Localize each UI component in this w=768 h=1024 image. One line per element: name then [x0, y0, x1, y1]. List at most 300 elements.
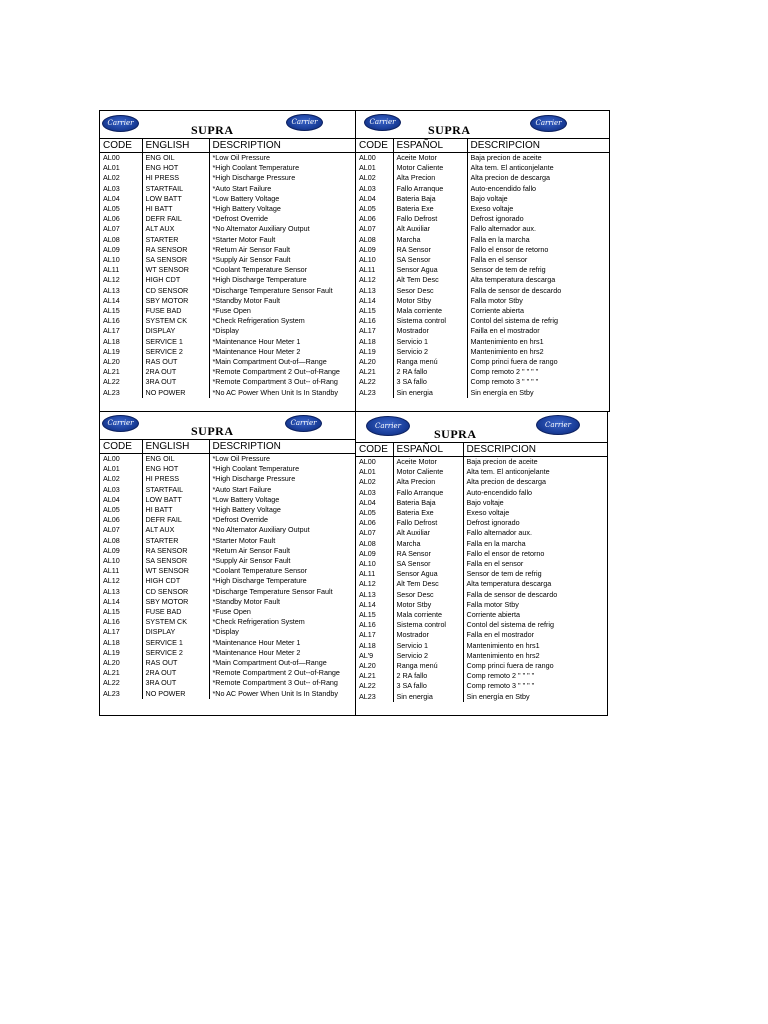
alarm-code: AL01 [356, 467, 393, 477]
alarm-description: *High Coolant Temperature [212, 163, 300, 173]
column-header-language: ESPAÑOL [393, 139, 467, 153]
table-row [100, 296, 356, 306]
alarm-card-spanish-bottom [355, 411, 608, 716]
alarm-code: AL14 [356, 296, 393, 306]
alarm-description: Mantenimiento en hrs2 [470, 346, 544, 356]
table-row [356, 194, 609, 204]
alarm-description: Falla motor Stby [466, 599, 519, 609]
alarm-code: AL21 [100, 668, 142, 678]
alarm-description: Corriente abierta [470, 306, 525, 316]
table-row [100, 367, 356, 377]
alarm-description: *Starter Motor Fault [212, 234, 276, 244]
alarm-code: AL04 [100, 495, 142, 505]
alarm-name: Bateria Exe [393, 204, 467, 214]
table-row [100, 617, 356, 627]
alarm-name: SERVICE 1 [142, 337, 209, 347]
alarm-card-english-bottom [99, 411, 357, 716]
alarm-name: Motor Stby [393, 600, 463, 610]
table-row [356, 347, 609, 357]
alarm-description: Mantenimiento en hrs1 [470, 336, 544, 346]
alarm-description: *Maintenance Hour Meter 1 [212, 637, 301, 647]
table-row [100, 173, 356, 183]
alarm-name: 2RA OUT [142, 367, 209, 377]
table-row [100, 214, 356, 224]
alarm-name: Mala corriente [393, 306, 467, 316]
alarm-code: AL20 [100, 658, 142, 668]
carrier-logo: Carrier [366, 416, 410, 436]
alarm-code: AL13 [100, 286, 142, 296]
alarm-description: Defrost ignorado [470, 214, 524, 224]
alarm-name: Servicio 1 [393, 337, 467, 347]
table-row [100, 388, 356, 398]
alarm-description: *Supply Air Sensor Fault [212, 556, 291, 566]
alarm-name: STARTFAIL [142, 184, 209, 194]
alarm-name: SERVICE 2 [142, 347, 209, 357]
alarm-name: LOW BATT [142, 194, 209, 204]
alarm-name: DEFR FAIL [142, 214, 209, 224]
alarm-description: *Fuse Open [212, 306, 251, 316]
alarm-code: AL06 [100, 214, 142, 224]
alarm-name: Bateria Baja [393, 194, 467, 204]
alarm-code: AL15 [356, 306, 393, 316]
card-header [356, 111, 609, 139]
alarm-description: Comp princi fuera de rango [466, 661, 554, 671]
table-row [356, 579, 607, 589]
alarm-code: AL05 [356, 508, 393, 518]
alarm-name: CD SENSOR [142, 286, 209, 296]
alarm-description: *High Coolant Temperature [212, 464, 300, 474]
table-row [356, 286, 609, 296]
alarm-code: AL19 [356, 347, 393, 357]
alarm-code: AL00 [356, 457, 393, 468]
alarm-code: AL15 [100, 607, 142, 617]
alarm-description: *Discharge Temperature Sensor Fault [212, 285, 333, 295]
alarm-code: AL07 [356, 224, 393, 234]
alarm-name: 2RA OUT [142, 668, 209, 678]
alarm-name: Fallo Defrost [393, 518, 463, 528]
alarm-description: Baja precion de aceite [470, 153, 542, 162]
alarm-name: SA Sensor [393, 255, 467, 265]
alarm-code: AL09 [356, 245, 393, 255]
table-row [100, 597, 356, 607]
column-header-language: ESPAÑOL [393, 443, 463, 457]
alarm-description: *Starter Motor Fault [212, 535, 276, 545]
alarm-description: *Remote Compartment 2 Out--of-Range [212, 367, 340, 377]
alarm-description: Mantenimiento en hrs1 [466, 640, 540, 650]
alarm-code: AL18 [100, 638, 142, 648]
table-row [100, 678, 356, 688]
alarm-code: AL09 [100, 546, 142, 556]
alarm-description: Corriente abierta [466, 610, 521, 620]
alarm-description: Falla en la marcha [466, 538, 526, 548]
table-row [356, 306, 609, 316]
table-body [100, 153, 356, 398]
table-row [356, 316, 609, 326]
table-row [100, 587, 356, 597]
alarm-name: DEFR FAIL [142, 515, 209, 525]
alarm-description: Sin energía en Stby [466, 691, 530, 701]
alarm-name: Sesor Desc [393, 590, 463, 600]
alarm-name: Alt Auxiliar [393, 224, 467, 234]
alarm-name: HI BATT [142, 204, 209, 214]
alarm-code: AL13 [356, 286, 393, 296]
alarm-code: AL09 [100, 245, 142, 255]
alarm-code: AL22 [356, 377, 393, 387]
table-row [100, 515, 356, 525]
table-row [100, 464, 356, 474]
brand-title: SUPRA [428, 123, 471, 137]
alarm-description: Defrost ignorado [466, 518, 520, 528]
alarm-name: 3RA OUT [142, 678, 209, 688]
alarm-code: AL23 [356, 388, 393, 398]
alarm-code: AL03 [100, 485, 142, 495]
alarm-code: AL05 [100, 204, 142, 214]
column-header-code: CODE [100, 440, 142, 454]
alarm-code: AL08 [100, 536, 142, 546]
alarm-code: AL00 [100, 454, 142, 465]
table-row [356, 357, 609, 367]
alarm-name: NO POWER [142, 388, 209, 398]
alarm-name: SYSTEM CK [142, 617, 209, 627]
table-row [356, 651, 607, 661]
alarm-description: *High Discharge Temperature [212, 275, 307, 285]
alarm-description: Falla de sensor de descardo [466, 589, 558, 599]
alarm-name: SA Sensor [393, 559, 463, 569]
alarm-name: Motor Caliente [393, 163, 467, 173]
alarm-code-table [100, 139, 356, 398]
table-row [100, 245, 356, 255]
alarm-description: *Maintenance Hour Meter 1 [212, 336, 301, 346]
alarm-description: *Remote Compartment 3 Out-- of-Rang [212, 678, 338, 688]
table-row [356, 275, 609, 285]
table-row [356, 569, 607, 579]
alarm-name: Sistema control [393, 316, 467, 326]
alarm-name: STARTER [142, 235, 209, 245]
brand-title: SUPRA [191, 123, 234, 137]
table-row [100, 546, 356, 556]
alarm-code: AL20 [356, 661, 393, 671]
alarm-description: *Display [212, 627, 239, 637]
carrier-logo: Carrier [285, 415, 322, 432]
table-row [100, 495, 356, 505]
alarm-description: *Defrost Override [212, 515, 269, 525]
alarm-name: Sin energia [393, 388, 467, 398]
alarm-description: *Auto Start Failure [212, 484, 272, 494]
alarm-code: AL14 [100, 296, 142, 306]
table-row [100, 566, 356, 576]
alarm-description: Alta precion de descarga [466, 477, 547, 487]
table-row [356, 508, 607, 518]
table-row [100, 576, 356, 586]
alarm-name: ENG OIL [142, 153, 209, 164]
alarm-description: Falla en el sensor [466, 559, 524, 569]
alarm-description: Exeso voltaje [470, 204, 514, 214]
alarm-code: AL00 [356, 153, 393, 164]
alarm-description: Bajo voltaje [466, 497, 504, 507]
table-row [356, 173, 609, 183]
alarm-description: *Coolant Temperature Sensor [212, 265, 308, 275]
alarm-name: HI PRESS [142, 173, 209, 183]
alarm-description: *Standby Motor Fault [212, 596, 281, 606]
alarm-description: *Auto Start Failure [212, 183, 272, 193]
alarm-code: AL03 [356, 488, 393, 498]
alarm-description: *Low Battery Voltage [212, 494, 280, 504]
alarm-code: AL08 [356, 539, 393, 549]
alarm-name: Alta Precion [393, 477, 463, 487]
table-row [100, 286, 356, 296]
alarm-card-english-top [99, 110, 357, 412]
alarm-name: 3 SA fallo [393, 681, 463, 691]
alarm-description: Falla motor Stby [470, 295, 523, 305]
table-row [100, 224, 356, 234]
alarm-description: Bajo voltaje [470, 193, 508, 203]
alarm-code: AL18 [100, 337, 142, 347]
table-row [356, 377, 609, 387]
alarm-description: Fallo el ensor de retorno [470, 244, 549, 254]
alarm-code: AL16 [356, 620, 393, 630]
table-row [356, 528, 607, 538]
alarm-code: AL17 [356, 326, 393, 336]
alarm-description: *Maintenance Hour Meter 2 [212, 647, 301, 657]
alarm-name: STARTER [142, 536, 209, 546]
carrier-logo: Carrier [530, 115, 567, 132]
table-row [100, 648, 356, 658]
alarm-description: Sensor de tem de refrig [470, 265, 546, 275]
alarm-description: *Discharge Temperature Sensor Fault [212, 586, 333, 596]
alarm-code: AL'9 [356, 651, 393, 661]
card-header [100, 111, 356, 139]
alarm-code: AL05 [356, 204, 393, 214]
alarm-name: ALT AUX [142, 525, 209, 535]
column-header-description: DESCRIPTION [209, 440, 356, 454]
alarm-name: ENG HOT [142, 464, 209, 474]
alarm-code: AL12 [100, 275, 142, 285]
alarm-code: AL16 [100, 617, 142, 627]
table-row [356, 630, 607, 640]
table-row [100, 306, 356, 316]
alarm-code: AL21 [356, 367, 393, 377]
alarm-name: ENG OIL [142, 454, 209, 465]
alarm-code: AL18 [356, 337, 393, 347]
table-row [100, 525, 356, 535]
alarm-description: Comp remoto 2 " " " " [466, 671, 535, 681]
alarm-code: AL05 [100, 505, 142, 515]
alarm-code: AL14 [100, 597, 142, 607]
alarm-description: Alta temperatura descarga [470, 275, 556, 285]
table-row [356, 204, 609, 214]
alarm-name: Sin energia [393, 692, 463, 702]
alarm-description: *Return Air Sensor Fault [212, 545, 291, 555]
table-row [100, 337, 356, 347]
table-row [100, 204, 356, 214]
column-header-code: CODE [100, 139, 142, 153]
alarm-description: *Low Oil Pressure [212, 454, 271, 463]
alarm-name: Aceite Motor [393, 153, 467, 164]
alarm-code: AL10 [100, 556, 142, 566]
alarm-description: *Low Oil Pressure [212, 153, 271, 162]
alarm-name: ALT AUX [142, 224, 209, 234]
table-row [100, 194, 356, 204]
alarm-description: *Remote Compartment 2 Out--of-Range [212, 668, 340, 678]
alarm-name: Sensor Agua [393, 569, 463, 579]
alarm-name: DISPLAY [142, 326, 209, 336]
column-header-code: CODE [356, 443, 393, 457]
alarm-description: *High Discharge Temperature [212, 576, 307, 586]
alarm-name: Ranga menú [393, 357, 467, 367]
table-row [100, 163, 356, 173]
alarm-description: Auto-encendido fallo [470, 183, 537, 193]
alarm-code: AL11 [100, 566, 142, 576]
alarm-description: Alta temperatura descarga [466, 579, 552, 589]
alarm-name: RA Sensor [393, 549, 463, 559]
table-header-row [100, 440, 356, 454]
alarm-code: AL03 [356, 184, 393, 194]
alarm-code: AL02 [356, 173, 393, 183]
alarm-description: *Defrost Override [212, 214, 269, 224]
alarm-name: Alt Tem Desc [393, 275, 467, 285]
alarm-code-table [100, 440, 356, 699]
alarm-code: AL17 [100, 326, 142, 336]
alarm-code: AL08 [100, 235, 142, 245]
table-row [356, 467, 607, 477]
alarm-name: RAS OUT [142, 357, 209, 367]
alarm-code: AL13 [356, 590, 393, 600]
alarm-name: WT SENSOR [142, 566, 209, 576]
table-row [356, 326, 609, 336]
alarm-name: FUSE BAD [142, 607, 209, 617]
alarm-code: AL09 [356, 549, 393, 559]
alarm-code: AL19 [100, 347, 142, 357]
table-row [100, 326, 356, 336]
table-header-row [100, 139, 356, 153]
alarm-description: Falla en el sensor [470, 255, 528, 265]
alarm-description: Falla en la marcha [470, 234, 530, 244]
alarm-description: Fallo el ensor de retorno [466, 548, 545, 558]
table-row [100, 536, 356, 546]
alarm-code: AL04 [356, 498, 393, 508]
table-row [100, 454, 356, 465]
alarm-name: HI PRESS [142, 474, 209, 484]
carrier-logo: Carrier [364, 114, 401, 131]
table-row [356, 153, 609, 164]
alarm-code: AL11 [356, 569, 393, 579]
alarm-code: AL21 [100, 367, 142, 377]
column-header-code: CODE [356, 139, 393, 153]
alarm-description: Comp remoto 2 " " " " [470, 367, 539, 377]
alarm-description: *High Battery Voltage [212, 204, 281, 214]
alarm-description: Fallo alternador aux. [466, 528, 533, 538]
alarm-name: HIGH CDT [142, 275, 209, 285]
alarm-name: Mostrador [393, 326, 467, 336]
alarm-name: ENG HOT [142, 163, 209, 173]
column-header-description: DESCRIPTION [209, 139, 356, 153]
table-row [100, 668, 356, 678]
table-row [100, 235, 356, 245]
alarm-description: *Supply Air Sensor Fault [212, 255, 291, 265]
alarm-code: AL02 [356, 477, 393, 487]
alarm-description: *No AC Power When Unit Is In Standby [212, 688, 338, 698]
table-row [356, 661, 607, 671]
table-row [356, 296, 609, 306]
table-row [356, 518, 607, 528]
table-row [356, 388, 609, 398]
alarm-name: RA SENSOR [142, 546, 209, 556]
alarm-description: Sin energía en Stby [470, 387, 534, 397]
alarm-name: SBY MOTOR [142, 597, 209, 607]
alarm-description: *No Alternator Auxiliary Output [212, 224, 310, 234]
table-body [356, 457, 607, 702]
alarm-description: *Coolant Temperature Sensor [212, 566, 308, 576]
column-header-language: ENGLISH [142, 139, 209, 153]
table-body [356, 153, 609, 398]
alarm-description: *Main Compartment Out-of—Range [212, 357, 327, 367]
alarm-code: AL00 [100, 153, 142, 164]
alarm-code: AL20 [356, 357, 393, 367]
table-row [356, 184, 609, 194]
table-row [356, 692, 607, 702]
alarm-code: AL11 [100, 265, 142, 275]
alarm-description: *No Alternator Auxiliary Output [212, 525, 310, 535]
alarm-code: AL06 [356, 214, 393, 224]
alarm-name: 2 RA fallo [393, 367, 467, 377]
alarm-name: SYSTEM CK [142, 316, 209, 326]
alarm-description: Alta tem. El anticonjelante [466, 467, 550, 477]
alarm-description: Baja precion de aceite [466, 457, 538, 466]
table-row [356, 245, 609, 255]
card-header [100, 412, 356, 440]
alarm-card-spanish-top [355, 110, 610, 412]
alarm-code: AL17 [100, 627, 142, 637]
table-row [356, 235, 609, 245]
brand-title: SUPRA [191, 424, 234, 438]
alarm-description: Comp remoto 3 " " " " [466, 681, 535, 691]
table-row [356, 337, 609, 347]
alarm-code: AL07 [100, 224, 142, 234]
table-header-row [356, 443, 607, 457]
alarm-description: Comp princi fuera de rango [470, 357, 558, 367]
table-row [100, 638, 356, 648]
alarm-code: AL16 [100, 316, 142, 326]
alarm-name: SERVICE 1 [142, 638, 209, 648]
table-row [356, 457, 607, 468]
alarm-description: Failla en el mostrador [470, 326, 540, 336]
table-row [100, 556, 356, 566]
table-row [356, 265, 609, 275]
alarm-code: AL22 [100, 377, 142, 387]
alarm-code: AL14 [356, 600, 393, 610]
alarm-name: SERVICE 2 [142, 648, 209, 658]
table-row [356, 600, 607, 610]
alarm-name: Bateria Baja [393, 498, 463, 508]
table-row [100, 505, 356, 515]
alarm-name: Aceite Motor [393, 457, 463, 468]
alarm-name: Fallo Arranque [393, 488, 463, 498]
column-header-description: DESCRIPCION [463, 443, 607, 457]
alarm-description: Sensor de tem de refrig [466, 569, 542, 579]
alarm-code: AL22 [356, 681, 393, 691]
table-row [356, 590, 607, 600]
alarm-code: AL02 [100, 474, 142, 484]
table-row [100, 357, 356, 367]
alarm-code: AL07 [356, 528, 393, 538]
alarm-description: Alta precion de descarga [470, 173, 551, 183]
alarm-description: *No AC Power When Unit Is In Standby [212, 387, 338, 397]
alarm-name: NO POWER [142, 689, 209, 699]
table-row [356, 549, 607, 559]
alarm-name: DISPLAY [142, 627, 209, 637]
alarm-code: AL19 [100, 648, 142, 658]
alarm-name: Sesor Desc [393, 286, 467, 296]
